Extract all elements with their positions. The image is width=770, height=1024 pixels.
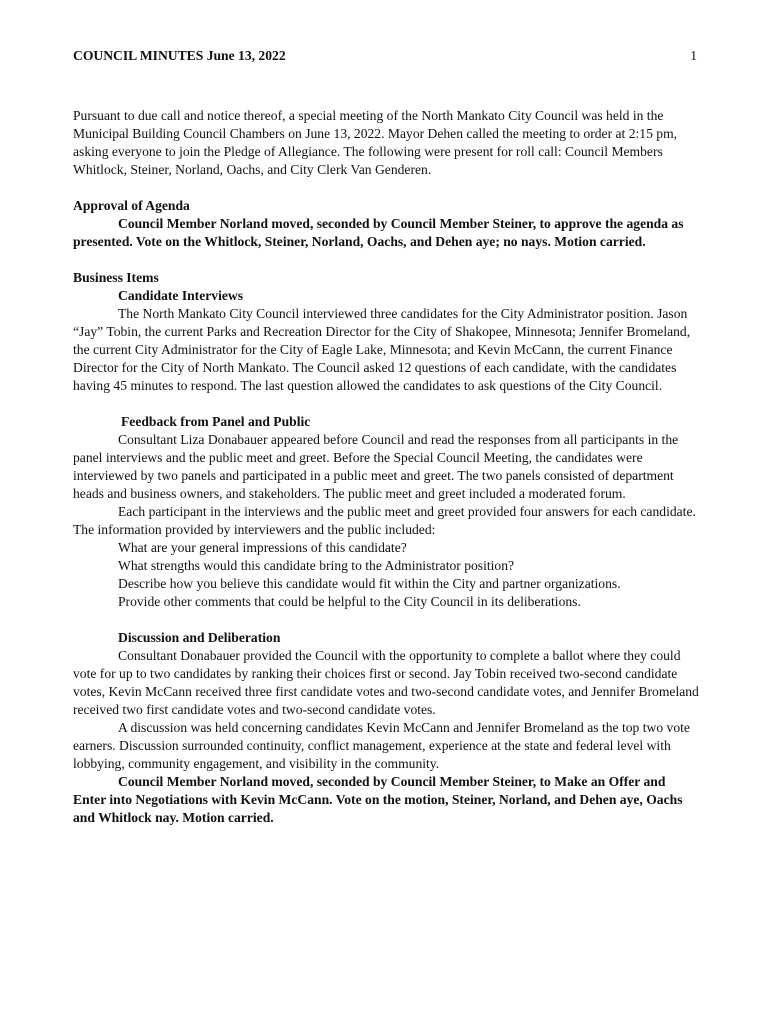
candidate-interviews-heading: Candidate Interviews <box>118 288 243 303</box>
business-items-heading: Business Items <box>73 270 159 285</box>
question-item: What strengths would this candidate bring to the Administrator position? <box>118 558 515 573</box>
document-title: COUNCIL MINUTES June 13, 2022 <box>73 48 286 63</box>
intro-paragraph: Pursuant to due call and notice thereof, a special meeting of the North Mankato City Council was held in the Municipal Building Council Chambers on June 13, 2022. Mayor Dehen called the meeting to order at 2:15 pm, asking everyone to join the Pledge of Allegiance. The following were present for roll call: Council Members Whitlock, Steiner, Norland, Oachs, and City Clerk Van Genderen. <box>73 108 678 177</box>
document-body <box>73 107 699 827</box>
question-item: Describe how you believe this candidate would fit within the City and partner organizations. <box>118 576 621 591</box>
discussion-paragraph-2: A discussion was held concerning candidates Kevin McCann and Jennifer Bromeland as the top two vote earners. Discussion surrounded continuity, conflict management, experience at the state and federal level with lobbying, community engagement, and visibility in the community. <box>73 720 690 771</box>
discussion-paragraph-1: Consultant Donabauer provided the Council with the opportunity to complete a ballot where they could vote for up to two candidates by ranking their choices first or second. Jay Tobin received two-second candidate votes, Kevin McCann received three first candidate votes and two-second candidate votes, and Jennifer Bromeland received two first candidate votes and two-second candidate votes. <box>73 648 699 717</box>
discussion-motion: Council Member Norland moved, seconded by Council Member Steiner, to Make an Offer and Enter into Negotiations with Kevin McCann. Vote on the motion, Steiner, Norland, and Dehen aye, Oachs and Whitlock nay. Motion carried. <box>73 774 683 825</box>
page-number: 1 <box>690 48 697 63</box>
feedback-paragraph-2: Each participant in the interviews and the public meet and greet provided four answers for each candidate. The information provided by interviewers and the public included: <box>73 504 696 537</box>
agenda-heading: Approval of Agenda <box>73 198 190 213</box>
discussion-heading: Discussion and Deliberation <box>118 630 281 645</box>
feedback-heading: Feedback from Panel and Public <box>121 414 311 429</box>
agenda-motion: Council Member Norland moved, seconded by Council Member Steiner, to approve the agenda as presented. Vote on the Whitlock, Steiner, Norland, Oachs, and Dehen aye; no nays. Motion carried. <box>73 216 684 249</box>
question-item: Provide other comments that could be helpful to the City Council in its deliberations. <box>118 594 581 609</box>
feedback-paragraph-1: Consultant Liza Donabauer appeared before Council and read the responses from all participants in the panel interviews and the public meet and greet. Before the Special Council Meeting, the candidates were interviewed by two panels and participated in a public meet and greet. The two panels consisted of department heads and business owners, and stakeholders. The public meet and greet included a moderated forum. <box>73 432 679 501</box>
candidate-interviews-paragraph: The North Mankato City Council interviewed three candidates for the City Administrator position. Jason “Jay” Tobin, the current Parks and Recreation Director for the City of Shakopee, Minnesota; Jennifer Bromeland, the current City Administrator for the City of Eagle Lake, Minnesota; and Kevin McCann, the current Finance Director for the City of North Mankato. The Council asked 12 questions of each candidate, with the candidates having 45 minutes to respond. The last question allowed the candidates to ask questions of the City Council. <box>73 306 691 393</box>
page-header <box>73 47 697 65</box>
question-item: What are your general impressions of this candidate? <box>118 540 407 555</box>
